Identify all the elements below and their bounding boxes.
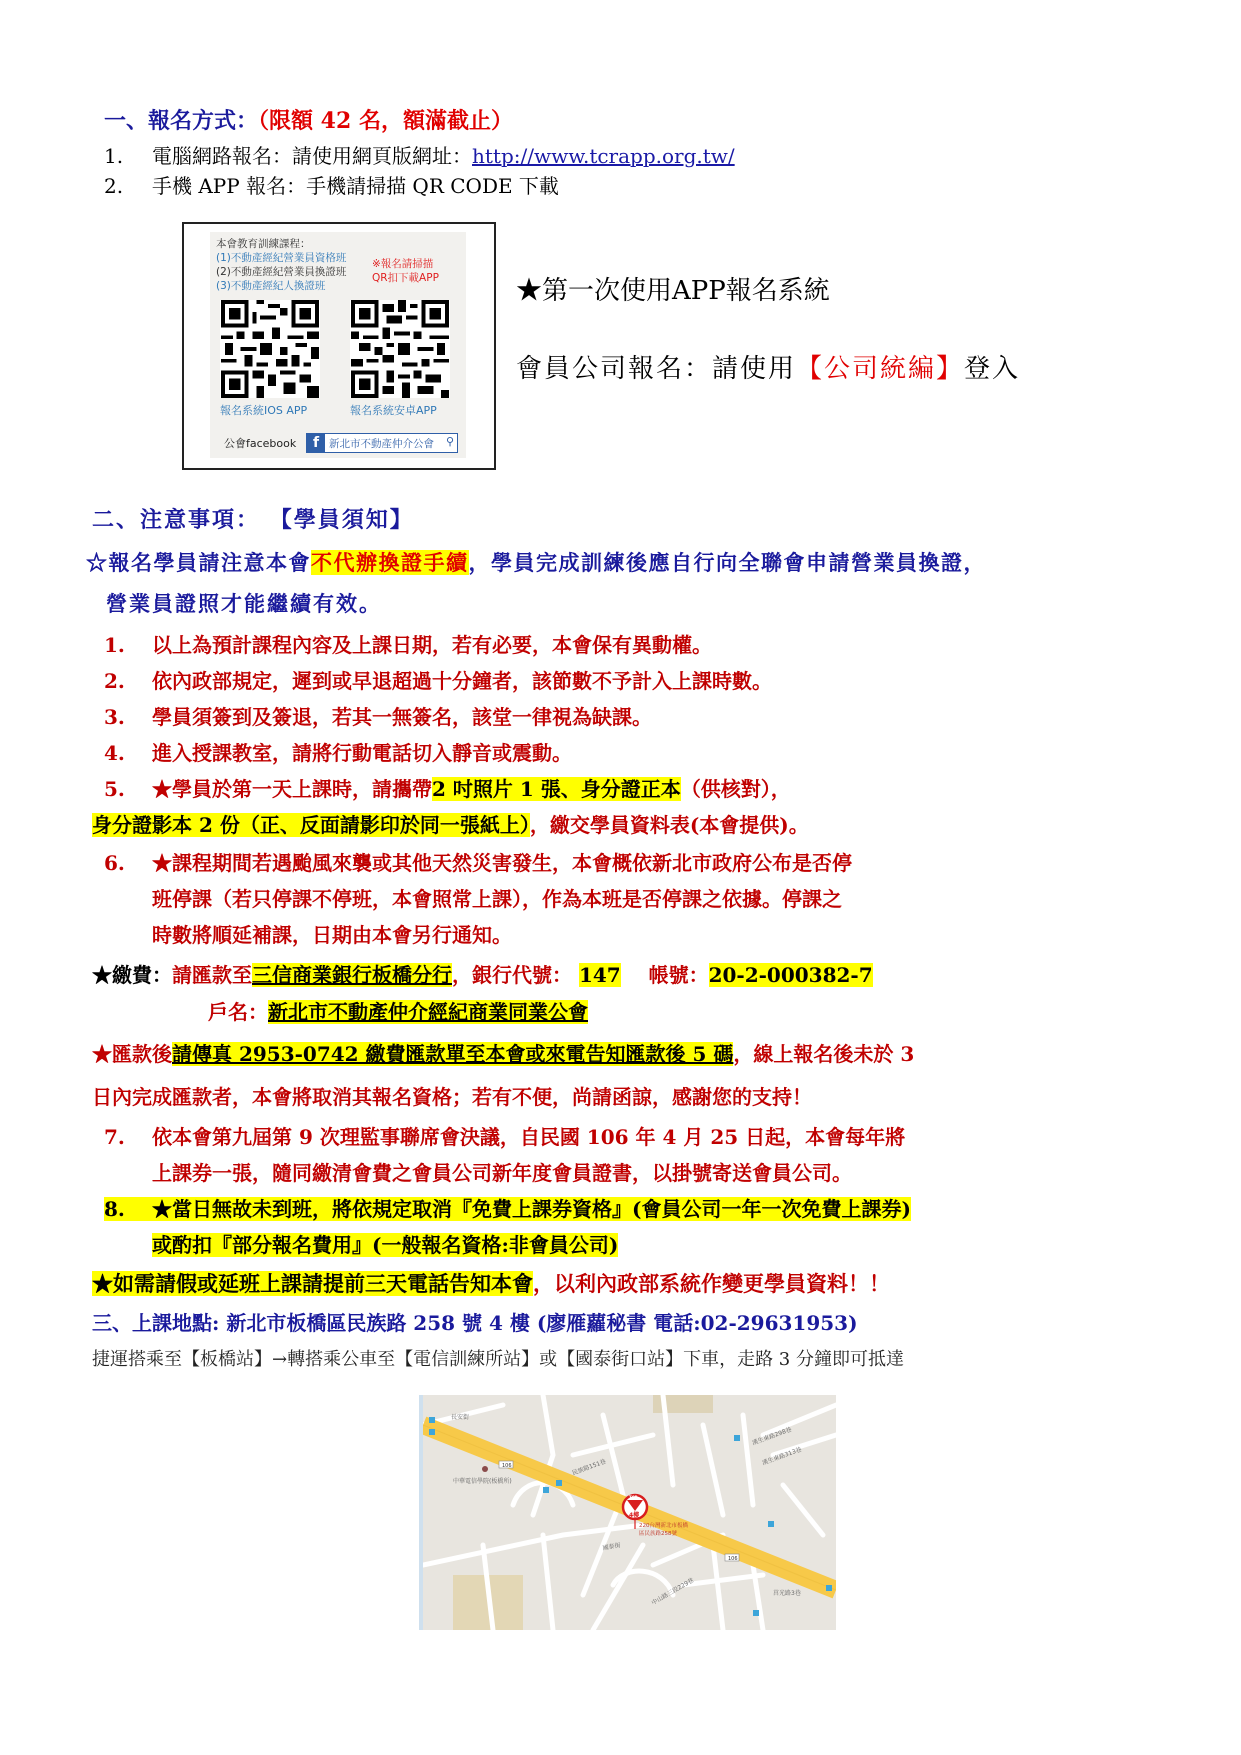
svg-text:106: 106 — [502, 1463, 512, 1469]
svg-text:國泰街: 國泰街 — [602, 1541, 622, 1552]
qr-card-inner — [210, 232, 466, 458]
fax-instruction-highlight: 請傳真 2953-0742 繳費匯款單至本會或來電告知匯款後 5 碼 — [172, 1042, 734, 1066]
bank-code: 147 — [578, 963, 621, 987]
notice-item-2: 2. 依內政部規定，遲到或早退超過十分鐘者，該節數不予計入上課時數。 — [104, 669, 772, 693]
notice-item-8-line2: 或酌扣『部分報名費用』(一般報名資格:非會員公司) — [152, 1233, 619, 1257]
svg-text:區民族路258號: 區民族路258號 — [639, 1531, 677, 1537]
svg-text:TCR: TCR — [629, 1495, 638, 1500]
notice-item-5: 5. ★學員於第一天上課時，請攜帶2 吋照片 1 張、身分證正本（供核對）， — [104, 777, 791, 801]
member-login-note: 會員公司報名：請使用【公司統編】登入 — [516, 354, 1021, 384]
facebook-search-bar[interactable] — [306, 433, 458, 453]
notice-item-6-line3: 時數將順延補課，日期由本會另行通知。 — [152, 923, 512, 947]
section2-intro-line2: 營業員證照才能繼續有效。 — [106, 591, 382, 616]
no-renewal-service-highlight: 不代辦換證手續 — [311, 550, 469, 575]
svg-text:4樓: 4樓 — [629, 1512, 640, 1519]
facebook-search-text: 新北市不動產仲介公會 — [329, 438, 434, 450]
notice-item-1: 1. 以上為預計課程內容及上課日期，若有必要，本會保有異動權。 — [104, 633, 712, 657]
svg-text:中山路三段229巷: 中山路三段229巷 — [650, 1576, 696, 1607]
leave-notice: ★如需請假或延班上課請提前三天電話告知本會，以利內政部系統作變更學員資料！！ — [92, 1271, 890, 1296]
account-holder: 戶名：新北市不動產仲介經紀商業同業公會 — [208, 1000, 588, 1024]
android-qr-code-icon[interactable] — [350, 300, 450, 398]
svg-text:漢生東路298巷: 漢生東路298巷 — [751, 1426, 793, 1447]
svg-text:106: 106 — [728, 1556, 738, 1562]
qr-card-heading: 本會教育訓練課程： — [216, 238, 311, 250]
registration-url-link[interactable]: http://www.tcrapp.org.tw/ — [472, 144, 735, 168]
notice-item-6: 6. ★課程期間若遇颱風來襲或其他天然災害發生，本會概依新北市政府公布是否停 — [104, 851, 852, 875]
notice-item-7: 7. 依本會第九屆第 9 次理監事聯席會決議，自民國 106 年 4 月 25 日起，本會每年將 — [104, 1125, 906, 1149]
directions: 捷運搭乘至【板橋站】→轉搭乘公車至【電信訓練所站】或【國泰街口站】下車，走路 3 分鐘即可抵達 — [92, 1349, 904, 1370]
remittance-notice: ★匯款後請傳真 2953-0742 繳費匯款單至本會或來電告知匯款後 5 碼，線上報名後未於 3 — [92, 1042, 915, 1066]
section1-heading — [104, 104, 513, 135]
svg-text:長安街: 長安街 — [451, 1414, 470, 1421]
photo-id-highlight: 2 吋照片 1 張、身分證正本 — [432, 777, 681, 801]
svg-text:莒光路3巷: 莒光路3巷 — [773, 1590, 801, 1597]
svg-text:中華電信學院(板橋所): 中華電信學院(板橋所) — [453, 1478, 512, 1485]
notice-item-6-line2: 班停課（若只停課不停班，本會照常上課），作為本班是否停課之依據。停課之 — [152, 887, 842, 911]
payment-label: ★繳費： — [92, 963, 172, 987]
payment-info: ★繳費：請匯款至三信商業銀行板橋分行，銀行代號： 147 帳號：20-2-000382-7 — [92, 963, 873, 987]
item-text: 手機 APP 報名：手機請掃描 QR CODE 下載 — [152, 174, 559, 198]
bank-account-number: 20-2-000382-7 — [708, 963, 873, 987]
notice-item-5-line2: 身分證影本 2 份（正、反面請影印於同一張紙上），繳交學員資料表(本會提供)。 — [92, 813, 809, 837]
section3-title: 三、上課地點: 新北市板橋區民族路 258 號 4 樓 (廖雁蘿秘書 電話:02-29631953) — [92, 1311, 858, 1335]
svg-text:民族路151巷: 民族路151巷 — [571, 1458, 607, 1477]
svg-text:漢生東路313巷: 漢生東路313巷 — [761, 1446, 803, 1467]
ios-app-label: 報名系統IOS APP — [220, 404, 308, 417]
scan-note-1: ※報名請掃描 — [372, 258, 434, 270]
remittance-notice-line2: 日內完成匯款者，本會將取消其報名資格；若有不便，尚請函諒，感謝您的支持！ — [92, 1085, 812, 1109]
section1-item-2: 2. 手機 APP 報名：手機請掃描 QR CODE 下載 — [104, 174, 559, 198]
ios-qr-code-icon[interactable] — [220, 300, 320, 398]
notice-item-8: 8. ★當日無故未到班，將依規定取消『免費上課券資格』(會員公司一年一次免費上課券) — [104, 1197, 911, 1221]
leave-notice-highlight: ★如需請假或延班上課請提前三天電話告知本會 — [92, 1271, 533, 1296]
location-map[interactable] — [419, 1395, 836, 1630]
section2-intro: ☆報名學員請注意本會不代辦換證手續，學員完成訓練後應自行向全聯會申請營業員換證， — [86, 550, 986, 575]
svg-text:220台灣新北市板橋: 220台灣新北市板橋 — [639, 1523, 688, 1529]
map-graphic — [423, 1395, 836, 1630]
section1-limit-note: （限額 42 名，額滿截止） — [258, 108, 513, 134]
search-icon: ⚲ — [445, 435, 454, 448]
course-item: (3)不動產經紀人換證班 — [216, 280, 326, 292]
section2-title: 二、注意事項： — [92, 507, 261, 533]
section1-title: 一、報名方式： — [104, 108, 259, 134]
section2-subtitle: 【學員須知】 — [269, 507, 414, 533]
section2-heading — [92, 503, 414, 534]
scan-note-2: QR扣下載APP — [372, 272, 439, 284]
course-item: (2)不動產經紀營業員換證班 — [216, 266, 347, 278]
company-tax-id-key: 【公司統編】 — [796, 354, 965, 384]
id-copy-highlight: 身分證影本 2 份（正、反面請影印於同一張紙上） — [92, 813, 530, 837]
course-item: (1)不動產經紀營業員資格班 — [216, 252, 347, 264]
facebook-icon: f — [307, 434, 325, 452]
notice-item-7-line2: 上課券一張，隨同繳清會費之會員公司新年度會員證書，以掛號寄送會員公司。 — [152, 1161, 852, 1185]
facebook-label: 公會facebook — [224, 437, 297, 450]
android-app-label: 報名系統安卓APP — [350, 404, 437, 417]
item-text: 電腦網路報名：請使用網頁版網址： — [152, 144, 472, 168]
section1-item-1: 1. 電腦網路報名：請使用網頁版網址：http://www.tcrapp.org.tw/ — [104, 144, 735, 168]
app-first-use-note: ★第一次使用APP報名系統 — [516, 276, 830, 306]
account-holder-name: 新北市不動產仲介經紀商業同業公會 — [268, 1000, 588, 1024]
bank-name: 三信商業銀行板橋分行 — [252, 963, 452, 987]
notice-item-3: 3. 學員須簽到及簽退，若其一無簽名，該堂一律視為缺課。 — [104, 705, 652, 729]
notice-item-4: 4. 進入授課教室，請將行動電話切入靜音或震動。 — [104, 741, 572, 765]
qr-code-card — [182, 222, 496, 470]
